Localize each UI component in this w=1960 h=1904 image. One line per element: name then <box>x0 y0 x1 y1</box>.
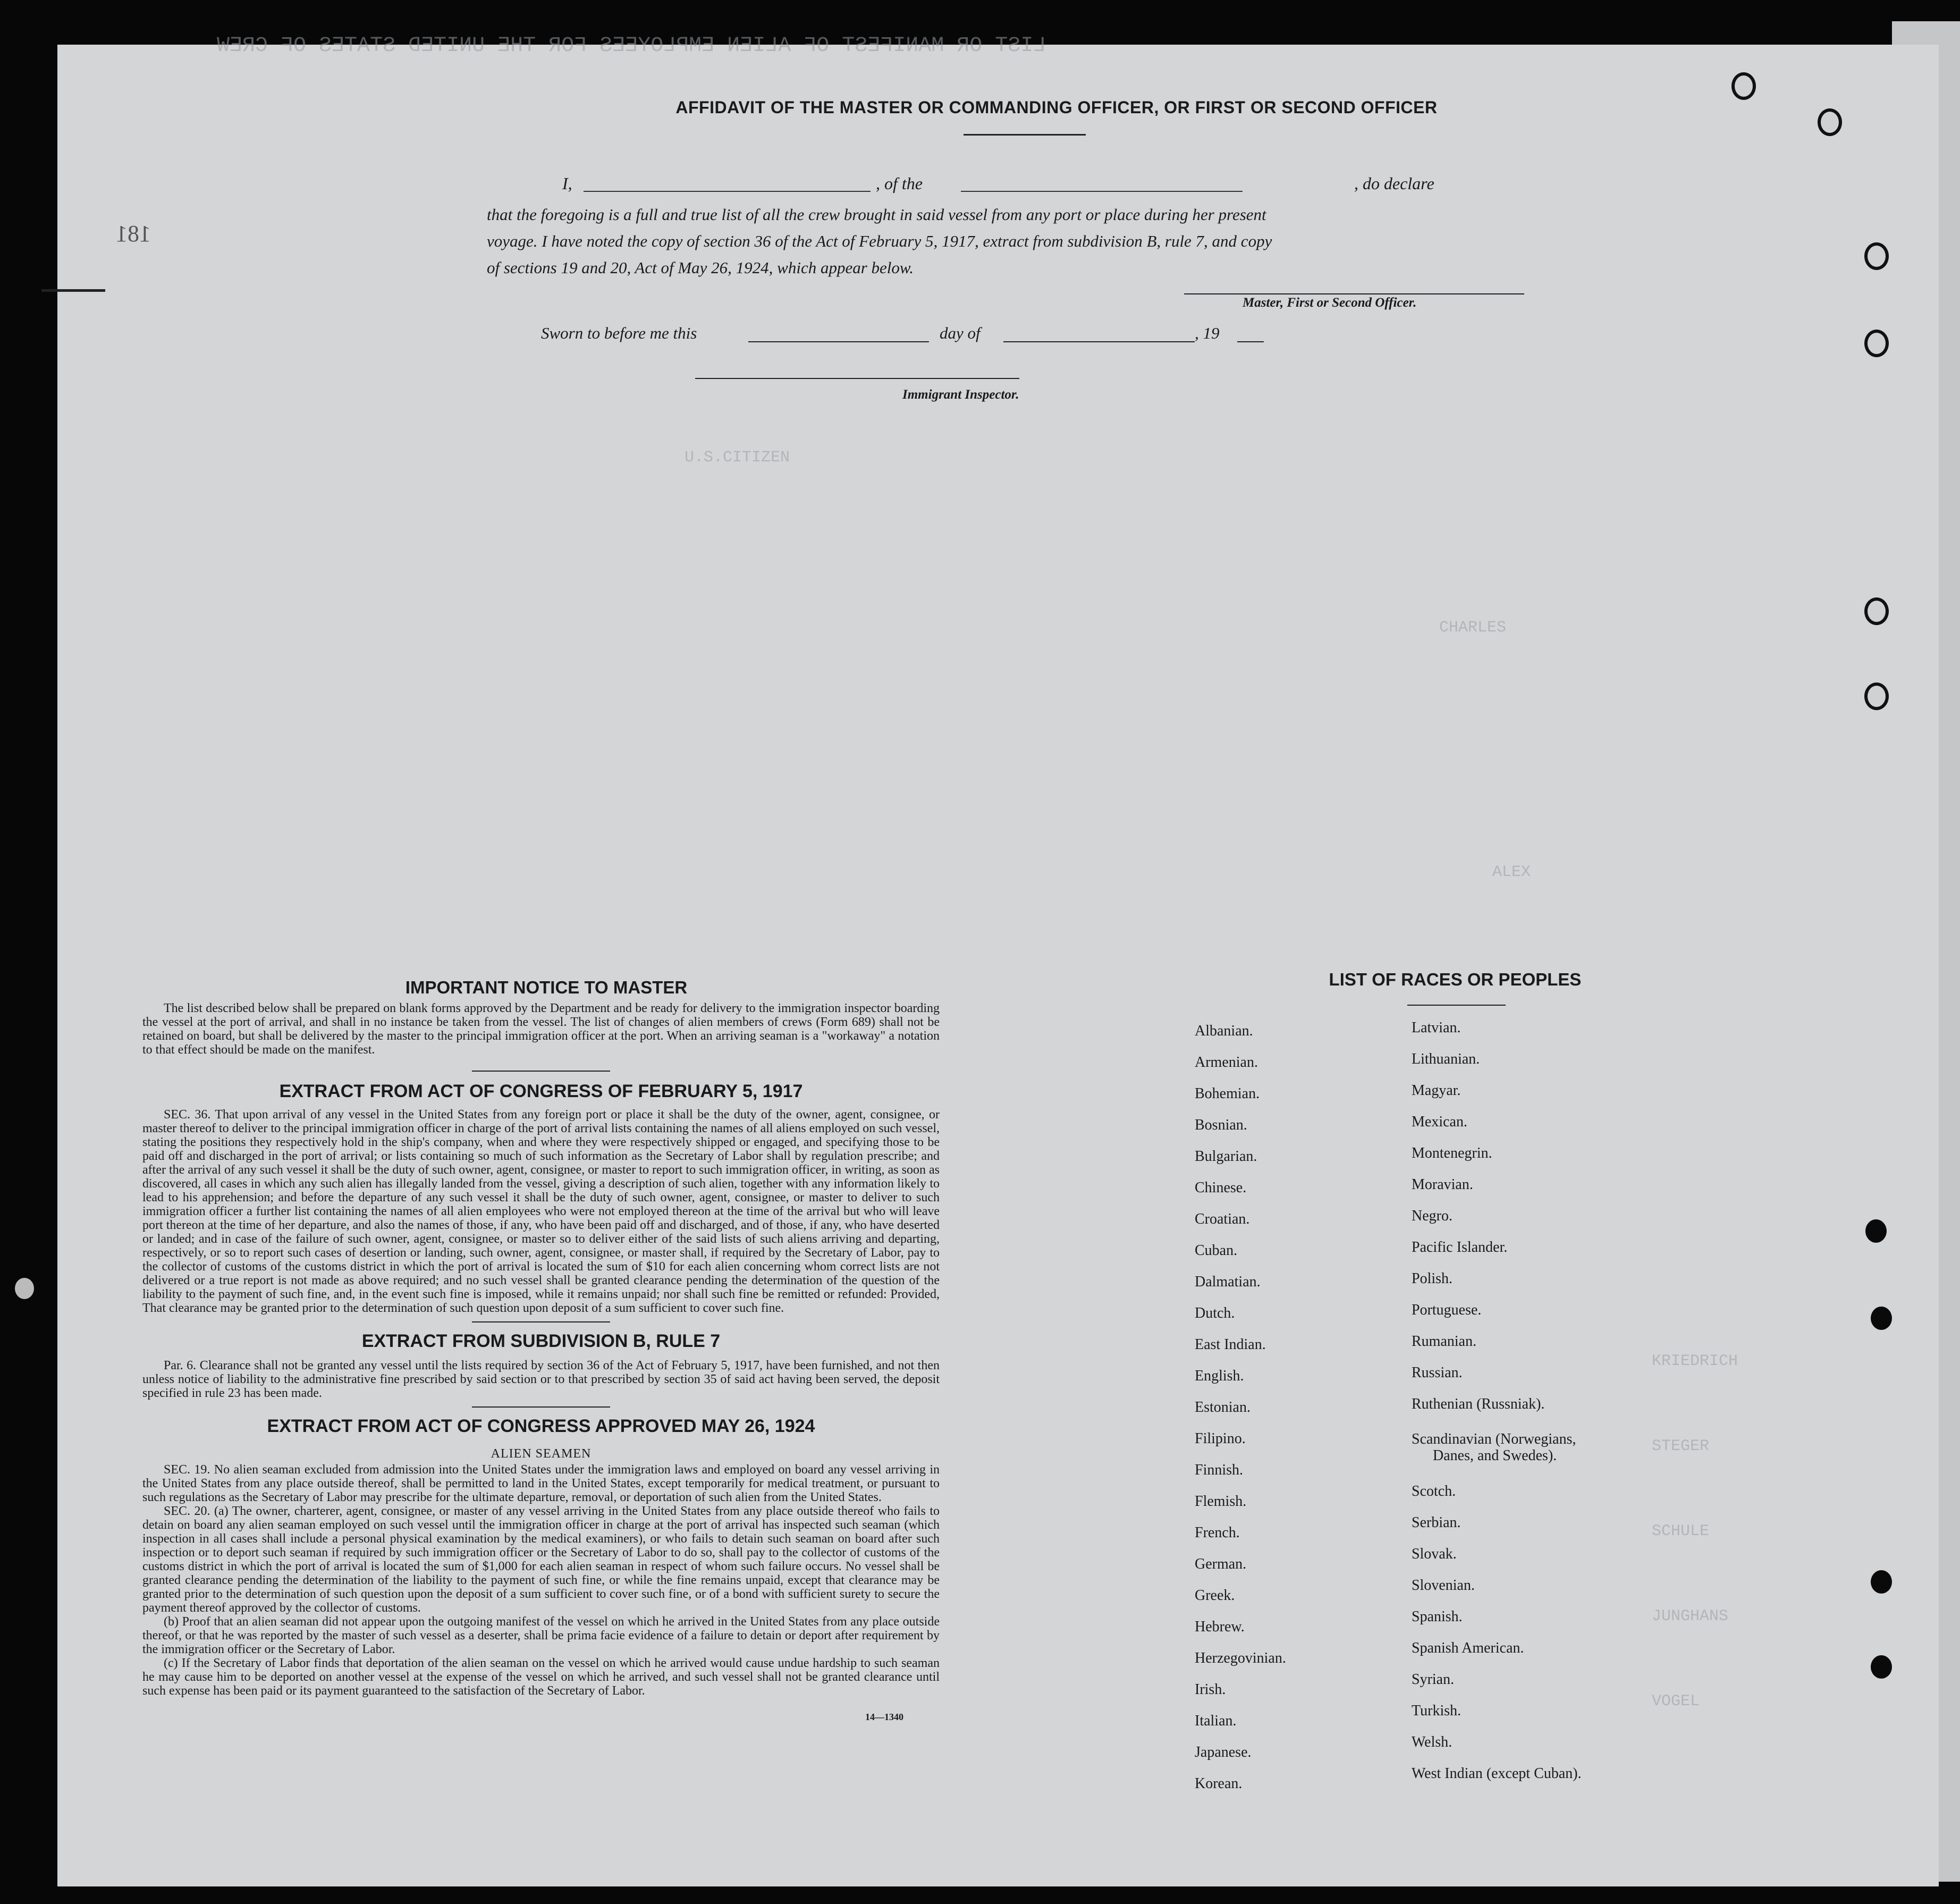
race-item: Cuban. <box>1195 1242 1238 1259</box>
race-item: Magyar. <box>1412 1082 1461 1099</box>
race-item: Croatian. <box>1195 1211 1250 1227</box>
punch-hole-icon <box>1871 1570 1892 1594</box>
race-item: Irish. <box>1195 1681 1226 1698</box>
race-item: Spanish. <box>1412 1608 1463 1625</box>
bleed-through-mark: SCHULE <box>1652 1522 1710 1540</box>
extract-1924-title: EXTRACT FROM ACT OF CONGRESS APPROVED MAY 26, 1924 <box>267 1416 815 1436</box>
race-item: Portuguese. <box>1412 1302 1482 1318</box>
race-item: French. <box>1195 1524 1240 1541</box>
race-item: Slovak. <box>1412 1546 1457 1562</box>
race-item: Welsh. <box>1412 1734 1452 1750</box>
sworn-month-blank[interactable] <box>1003 341 1195 342</box>
master-signature-label: Master, First or Second Officer. <box>1243 296 1417 310</box>
section-rule <box>472 1406 610 1408</box>
binder-ring-icon <box>1864 330 1889 357</box>
race-item: Danes, and Swedes). <box>1433 1447 1557 1464</box>
extract-rule7-body: Par. 6. Clearance shall not be granted any vessel until the lists required by section 36 of the Act of February 5, 1917, have been furnished, and not then unless notice of liability to the administrative fine prescribed by said section or to that prescribed by section 35 of said act having been served, the deposit specified in rule 23 has been made. <box>142 1359 940 1400</box>
section-rule <box>472 1321 610 1322</box>
race-item: Flemish. <box>1195 1493 1247 1510</box>
races-column-1 <box>1195 1023 1407 1852</box>
vessel-name-blank <box>961 191 1243 192</box>
year-label: , 19 <box>1195 324 1220 342</box>
race-item: Turkish. <box>1412 1703 1461 1719</box>
extract-1924-body <box>142 1463 940 1698</box>
binder-ring-icon <box>1818 108 1842 136</box>
notice-title: IMPORTANT NOTICE TO MASTER <box>405 978 688 997</box>
extract-1917-body: SEC. 36. That upon arrival of any vessel in the United States from any foreign port or place it shall be the duty of the owner, agent, consignee, or master thereof to deliver to the principal immigration officer in charge of the port of arrival lists containing the names of all aliens employed on such vessel, stating the positions they respectively hold in the ship's company, when and where they were respectively shipped or engaged, and specifying those to be paid off and discharged in the port of arrival; or lists containing so much of such information as the Secretary of Labor shall by regulation prescribe; and after the arrival of any such vessel it shall be the duty of such owner, agent, consignee, or master to report to such immigration officer, in writing, as soon as discovered, all cases in which any such alien has illegally landed from the vessel, giving a description of such alien, together with any information likely to lead to his apprehension; and before the departure of any such vessel it shall be the duty of such owner, agent, consignee, or master to deliver to such immigration officer a further list containing the names of all alien employees who were not employed thereon at the time of the arrival but who will leave port thereon at the time of her departure, and also the names of those, if any, who have been paid off and discharged, and of those, if any, who have deserted or landed; and in case of the failure of such owner, agent, consignee, or master so to deliver either of the said lists of such aliens arriving and departing, respectively, or so to report such cases of desertion or landing, such owner, agent, consignee, or master shall, if required by the Secretary of Labor, pay to the collector of customs of the customs district in which the port of arrival is located the sum of $10 for each alien concerning whom correct lists are not delivered or a true report is not made as above required; and no such vessel shall be granted clearance pending the determination of the question of the liability to the payment of such fine, and, in the event such fine is imposed, while it remains unpaid; nor shall such fine be remitted or refunded: Provided, That clearance may be granted prior to the determination of such question upon deposit of a sum sufficient to cover such fine. <box>142 1108 940 1315</box>
race-item: West Indian (except Cuban). <box>1412 1765 1582 1782</box>
affidavit-line-3: voyage. I have noted the copy of section 36 of the Act of February 5, 1917, extract from subdivision B, rule 7, and copy <box>487 232 1272 250</box>
race-item: Mexican. <box>1412 1114 1467 1130</box>
notice-body: The list described below shall be prepared on blank forms approved by the Department and be ready for delivery to the immigration inspector boarding the vessel at the port of arrival, and shall in no instance be taken from the vessel. The list of changes of alien members of crews (Form 689) shall not be retained on board, but shall be delivered by the master to the principal immigration officer at the port. When an arriving seaman is a "workaway" a notation to that effect should be made on the manifest. <box>142 1001 940 1057</box>
binder-ring-icon <box>1731 72 1756 100</box>
bleed-through-text: LIST OR MANIFEST OF ALIEN EMPLOYEES FOR THE UNITED STATES OF CREW <box>217 34 1046 58</box>
sworn-day-blank[interactable] <box>748 341 929 342</box>
section-rule <box>472 1071 610 1072</box>
race-item: Negro. <box>1412 1208 1452 1224</box>
race-item: Greek. <box>1195 1587 1235 1604</box>
punch-hole-icon <box>1871 1307 1892 1330</box>
race-item: Finnish. <box>1195 1462 1244 1478</box>
margin-number: 181 <box>116 221 151 247</box>
day-of-label: day of <box>940 324 981 342</box>
race-item: Slovenian. <box>1412 1577 1475 1594</box>
race-item: Japanese. <box>1195 1744 1252 1760</box>
race-item: Moravian. <box>1412 1176 1473 1193</box>
bleed-through-mark: KRIEDRICH <box>1652 1352 1738 1370</box>
margin-mark <box>41 289 105 292</box>
race-item: Chinese. <box>1195 1180 1247 1196</box>
bleed-through-mark: ALEX <box>1492 863 1531 881</box>
declare-label: , do declare <box>1354 174 1434 193</box>
race-item: Dalmatian. <box>1195 1274 1261 1290</box>
races-title: LIST OF RACES OR PEOPLES <box>1329 970 1582 989</box>
race-item: Filipino. <box>1195 1430 1246 1447</box>
punch-hole-icon <box>15 1278 34 1299</box>
section-20b: (b) Proof that an alien seaman did not appear upon the outgoing manifest of the vessel on which he arrived in the United States from any place outside thereof, or that he was reported by the master of such vessel as a deserter, shall be prima facie evidence of a failure to detain or deport after requirement by the immigration officer or the Secretary of Labor. <box>142 1615 940 1656</box>
punch-hole-icon <box>1871 1655 1892 1679</box>
bleed-through-mark: U.S.CITIZEN <box>685 449 790 467</box>
inspector-signature-line[interactable] <box>695 378 1019 379</box>
affidavit-title: AFFIDAVIT OF THE MASTER OR COMMANDING OFFICER, OR FIRST OR SECOND OFFICER <box>675 98 1438 117</box>
form-number: 14—1340 <box>865 1712 903 1722</box>
race-item: Spanish American. <box>1412 1640 1524 1656</box>
race-item: Bosnian. <box>1195 1117 1247 1133</box>
affidavit-line-4: of sections 19 and 20, Act of May 26, 1924, which appear below. <box>487 258 914 277</box>
race-item: Italian. <box>1195 1713 1237 1729</box>
races-column-2 <box>1412 1020 1677 1849</box>
race-item: Estonian. <box>1195 1399 1251 1416</box>
race-item: Hebrew. <box>1195 1619 1245 1635</box>
punch-hole-icon <box>1865 1219 1887 1243</box>
bleed-through-mark: JUNGHANS <box>1652 1607 1729 1625</box>
race-item: Scotch. <box>1412 1483 1456 1499</box>
section-20a: SEC. 20. (a) The owner, charterer, agent, consignee, or master of any vessel arriving in the United States from any place outside thereof who fails to detain on board any alien seaman employed on such vessel until the immigration officer in charge at the port of arrival has inspected such seaman (which inspection in all cases shall include a personal physical examination by the medical examiners), or who fails to detain such seaman on board after such inspection or to deport such seaman if required by such immigration officer or the Secretary of Labor to do so, shall pay to the collector of customs of the customs district in which the port of arrival is located the sum of $1,000 for each alien seaman in respect of whom such failure occurs. No vessel shall be granted clearance pending the determination of the liability to the payment of such fine, or while the fine remains unpaid, except that clearance may be granted prior to the determination of such question upon the deposit of a sum sufficient to cover such fine, or of a bond with sufficient surety to secure the payment thereof approved by the collector of customs. <box>142 1504 940 1615</box>
race-item: Armenian. <box>1195 1054 1258 1071</box>
section-19: SEC. 19. No alien seaman excluded from admission into the United States under the immigration laws and employed on board any vessel arriving in the United States from any place outside thereof, shall be permitted to land in the United States, except temporarily for medical treatment, or pursuant to such regulations as the Secretary of Labor may prescribe for the ultimate departure, removal, or deportation of such alien from the United States. <box>142 1463 940 1504</box>
race-item: Albanian. <box>1195 1023 1253 1039</box>
race-item: Korean. <box>1195 1775 1243 1792</box>
race-item: English. <box>1195 1368 1244 1384</box>
document-page <box>57 34 1939 1886</box>
binder-ring-icon <box>1864 242 1889 270</box>
race-item: German. <box>1195 1556 1247 1572</box>
race-item: East Indian. <box>1195 1336 1266 1353</box>
extract-1917-title: EXTRACT FROM ACT OF CONGRESS OF FEBRUARY 5, 1917 <box>279 1081 803 1101</box>
inspector-signature-label: Immigrant Inspector. <box>902 387 1019 402</box>
sworn-label: Sworn to before me this <box>541 324 697 342</box>
race-item: Rumanian. <box>1412 1333 1477 1350</box>
race-item: Russian. <box>1412 1364 1463 1381</box>
sworn-year-blank[interactable] <box>1237 341 1264 342</box>
declarant-name-blank <box>584 191 871 192</box>
races-title-rule <box>1407 1005 1506 1006</box>
affidavit-body <box>487 201 1576 281</box>
race-item: Scandinavian (Norwegians, <box>1412 1431 1576 1447</box>
race-item: Polish. <box>1412 1270 1453 1287</box>
race-item: Dutch. <box>1195 1305 1235 1321</box>
section-20c: (c) If the Secretary of Labor finds that deportation of the alien seaman on the vessel on which he arrived would cause undue hardship to such seaman he may cause him to be deported on another vessel at the expense of the vessel on which he arrived, and such vessel shall not be granted clearance until such expense has been paid or its payment guaranteed to the satisfaction of the Secretary of Labor. <box>142 1656 940 1698</box>
affidavit-line-2: that the foregoing is a full and true list of all the crew brought in said vessel from any port or place during her present <box>487 205 1266 224</box>
race-item: Latvian. <box>1412 1020 1461 1036</box>
race-item: Serbian. <box>1412 1514 1461 1531</box>
extract-rule7-title: EXTRACT FROM SUBDIVISION B, RULE 7 <box>361 1331 721 1351</box>
bleed-through-mark: VOGEL <box>1652 1692 1700 1711</box>
race-item: Bohemian. <box>1195 1085 1260 1102</box>
race-item: Herzegovinian. <box>1195 1650 1286 1666</box>
of-the-label: , of the <box>876 174 923 193</box>
title-rule <box>964 134 1086 136</box>
race-item: Lithuanian. <box>1412 1051 1480 1067</box>
binder-ring-icon <box>1864 683 1889 710</box>
race-item: Syrian. <box>1412 1671 1455 1688</box>
race-item: Montenegrin. <box>1412 1145 1492 1161</box>
bleed-through-mark: CHARLES <box>1439 619 1507 637</box>
alien-seamen-subtitle: ALIEN SEAMEN <box>491 1447 592 1461</box>
declarant-i: I, <box>562 174 572 193</box>
master-signature-line[interactable] <box>1184 293 1524 294</box>
race-item: Pacific Islander. <box>1412 1239 1508 1256</box>
race-item: Bulgarian. <box>1195 1148 1257 1165</box>
bleed-through-mark: STEGER <box>1652 1437 1710 1455</box>
binder-ring-icon <box>1864 597 1889 625</box>
race-item: Ruthenian (Russniak). <box>1412 1396 1545 1412</box>
